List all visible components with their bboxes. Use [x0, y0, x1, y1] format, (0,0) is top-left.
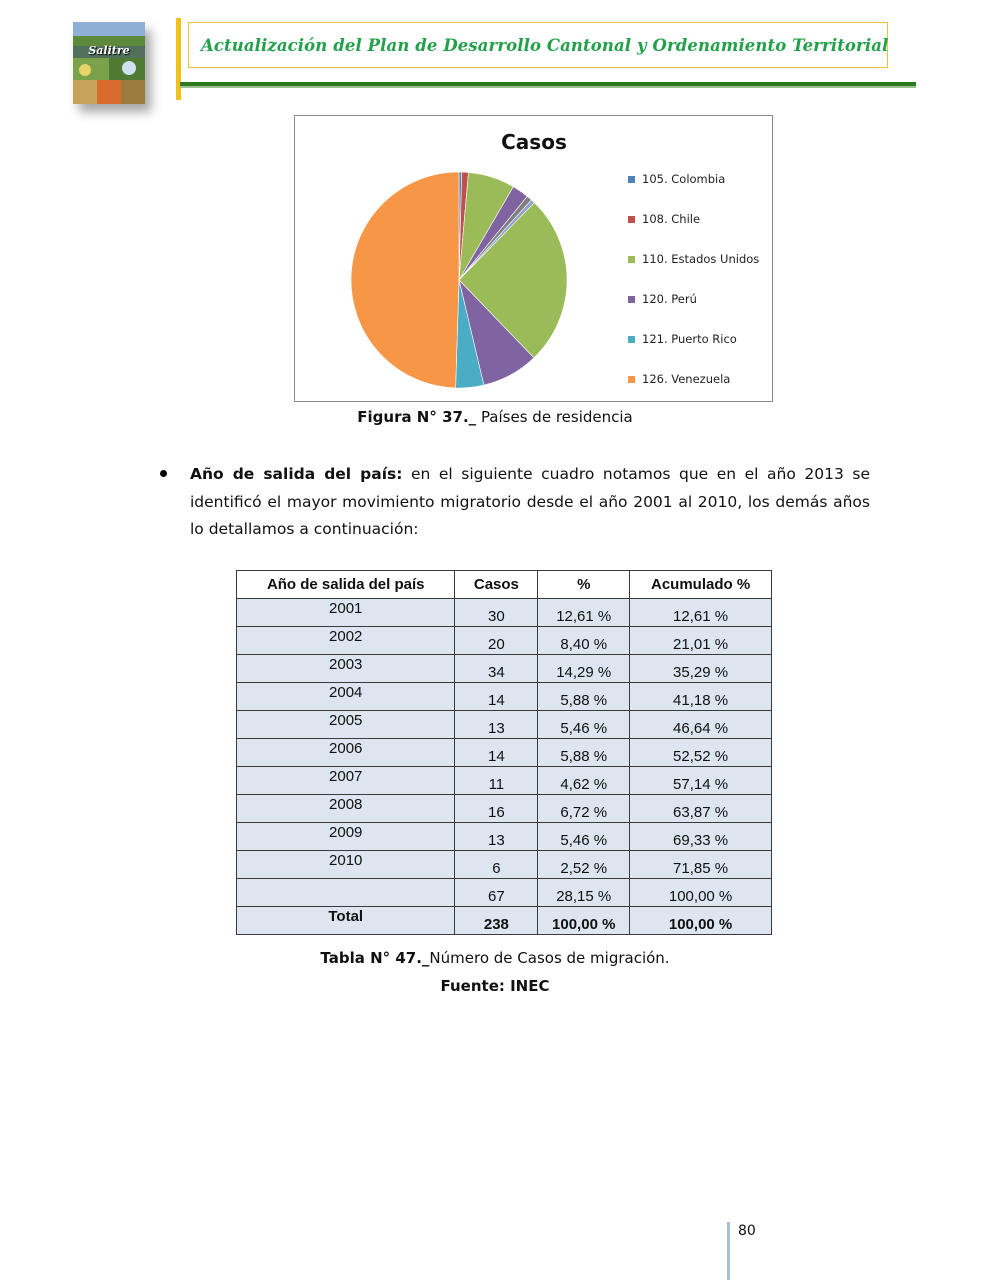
migration-table: [236, 570, 772, 935]
pie-chart-frame: [294, 115, 773, 402]
cell-year: 2004: [237, 683, 455, 711]
cell-percent: 5,46 %: [538, 823, 630, 851]
cell-year: 2007: [237, 767, 455, 795]
cell-percent: 28,15 %: [538, 879, 630, 907]
table-row: [237, 879, 772, 907]
header-rule-shadow: [180, 86, 916, 88]
cell-cumulative: 57,14 %: [630, 767, 772, 795]
table-caption: [0, 949, 990, 967]
table-label: Tabla N° 47._: [320, 949, 430, 967]
total-cell-percent: 100,00 %: [538, 907, 630, 935]
cell-year: 2010: [237, 851, 455, 879]
cell-cases: 30: [455, 599, 538, 627]
salitre-logo: [73, 22, 145, 104]
cell-year: 2006: [237, 739, 455, 767]
cell-year: 2002: [237, 627, 455, 655]
legend-swatch-2: [628, 256, 635, 263]
legend-label-5: 126. Venezuela: [642, 372, 731, 386]
legend-label-4: 121. Puerto Rico: [642, 332, 737, 346]
figure-text: Países de residencia: [476, 408, 633, 426]
cell-cases: 20: [455, 627, 538, 655]
legend-label-3: 120. Perú: [642, 292, 697, 306]
header-year: Año de salida del país: [237, 571, 455, 599]
legend-swatch-0: [628, 176, 635, 183]
cell-cases: 16: [455, 795, 538, 823]
cell-cumulative: 63,87 %: [630, 795, 772, 823]
cell-cumulative: 71,85 %: [630, 851, 772, 879]
cell-cases: 14: [455, 683, 538, 711]
cell-percent: 6,72 %: [538, 795, 630, 823]
header-cases: Casos: [455, 571, 538, 599]
table-row: [237, 655, 772, 683]
legend-swatch-5: [628, 376, 635, 383]
table-source: Fuente: INEC: [440, 977, 550, 995]
cell-percent: 4,62 %: [538, 767, 630, 795]
logo-collage-image: [73, 22, 145, 104]
table-row: [237, 767, 772, 795]
legend-label-2: 110. Estados Unidos: [642, 252, 760, 266]
header-percent: %: [538, 571, 630, 599]
cell-percent: 5,46 %: [538, 711, 630, 739]
cell-cumulative: 52,52 %: [630, 739, 772, 767]
pie-chart: [295, 116, 774, 403]
cell-cases: 14: [455, 739, 538, 767]
cell-cases: 34: [455, 655, 538, 683]
cell-year: 2001: [237, 599, 455, 627]
total-cell-cases: 238: [455, 907, 538, 935]
page-number-rule: [727, 1222, 730, 1280]
cell-percent: 2,52 %: [538, 851, 630, 879]
header-title-box: [188, 22, 888, 68]
legend-swatch-1: [628, 216, 635, 223]
cell-percent: 14,29 %: [538, 655, 630, 683]
cell-cumulative: 35,29 %: [630, 655, 772, 683]
legend-label-0: 105. Colombia: [642, 172, 726, 186]
cell-cases: 13: [455, 823, 538, 851]
cell-cumulative: 46,64 %: [630, 711, 772, 739]
total-cell-year: Total: [237, 907, 455, 935]
cell-year: 2008: [237, 795, 455, 823]
legend-swatch-3: [628, 296, 635, 303]
cell-cumulative: 100,00 %: [630, 879, 772, 907]
chart-legend: [628, 172, 759, 386]
cell-year: [237, 879, 455, 907]
table-body: [237, 599, 772, 935]
cell-percent: 5,88 %: [538, 739, 630, 767]
table-row: [237, 823, 772, 851]
total-cell-cumulative: 100,00 %: [630, 907, 772, 935]
bullet-paragraph: [190, 461, 870, 544]
chart-title: Casos: [501, 130, 567, 154]
cell-percent: 8,40 %: [538, 627, 630, 655]
page-number: 80: [738, 1223, 756, 1239]
logo-text: Salitre: [88, 44, 130, 57]
cell-year: 2005: [237, 711, 455, 739]
cell-cumulative: 21,01 %: [630, 627, 772, 655]
header-cumulative: Acumulado %: [630, 571, 772, 599]
table-row: [237, 851, 772, 879]
cell-cumulative: 41,18 %: [630, 683, 772, 711]
cell-percent: 12,61 %: [538, 599, 630, 627]
cell-cumulative: 69,33 %: [630, 823, 772, 851]
table-row: [237, 739, 772, 767]
cell-cases: 67: [455, 879, 538, 907]
table-row: [237, 627, 772, 655]
table-row: [237, 683, 772, 711]
pie-slices: [351, 172, 567, 388]
cell-cases: 11: [455, 767, 538, 795]
cell-cases: 13: [455, 711, 538, 739]
figure-caption: [0, 408, 990, 426]
table-caption-text: Número de Casos de migración.: [429, 949, 670, 967]
bullet-bold-text: Año de salida del país:: [190, 465, 403, 483]
cell-year: 2003: [237, 655, 455, 683]
cell-year: 2009: [237, 823, 455, 851]
figure-label: Figura N° 37._: [357, 408, 477, 426]
legend-label-1: 108. Chile: [642, 212, 701, 226]
cell-percent: 5,88 %: [538, 683, 630, 711]
table-row: [237, 599, 772, 627]
table-row: [237, 795, 772, 823]
table-header-row: [237, 571, 772, 599]
legend-swatch-4: [628, 336, 635, 343]
table-row: [237, 711, 772, 739]
bullet-text: en el siguiente cuadro notamos que en el año 2013 se identificó el mayor movimiento migratorio desde el año 2001 al 2010, los demás años lo detallamos a continuación:: [190, 465, 870, 538]
cell-cumulative: 12,61 %: [630, 599, 772, 627]
pie-slice-9: [351, 172, 459, 388]
table-total-row: [237, 907, 772, 935]
bullet-icon: [160, 470, 167, 477]
cell-cases: 6: [455, 851, 538, 879]
document-title: Actualización del Plan de Desarrollo Cantonal y Ordenamiento Territorial: [201, 35, 889, 55]
